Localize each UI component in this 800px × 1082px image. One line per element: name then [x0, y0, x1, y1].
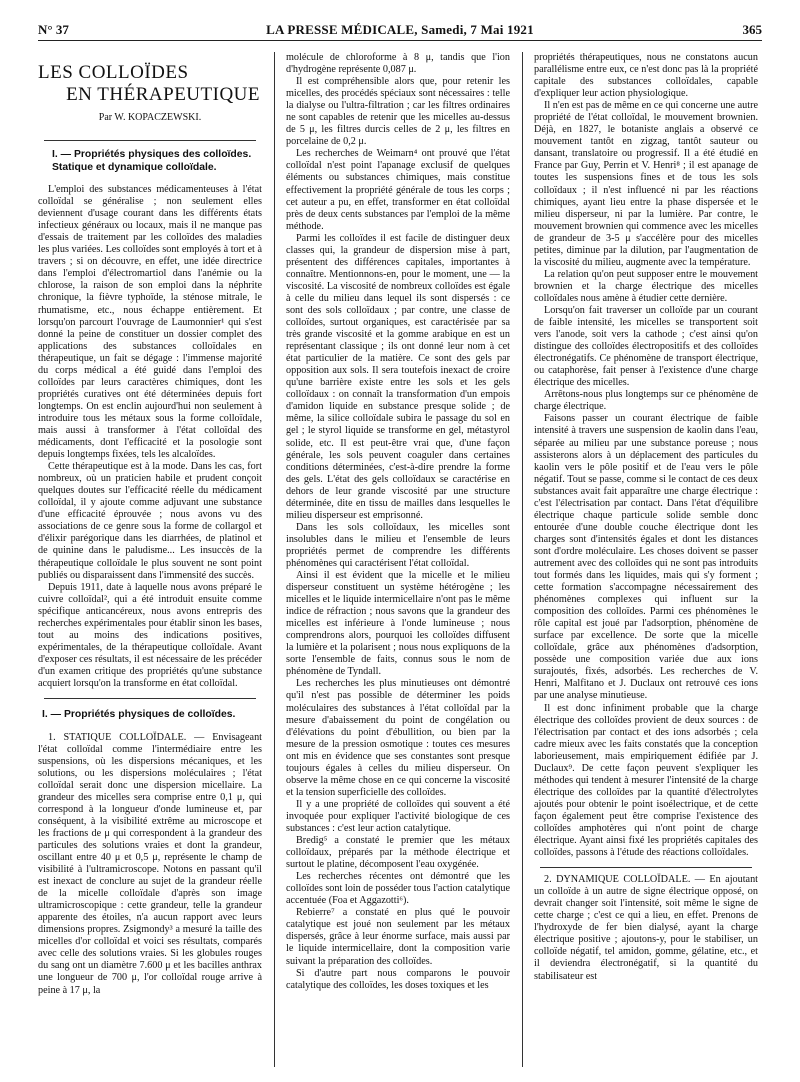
issue-number: N° 37	[38, 22, 69, 37]
paragraph: Il n'en est pas de même en ce qui concerne une autre propriété de l'état colloïdal, le mouvement brownien. Déjà, en 1827, le botaniste anglais a observé ce mouvement tantôt en zigzag, tantôt sauteur ou dansant, translatoire ou progressif. Il a été étudié en France par Guy, Perrin et V. Henri⁸ ; il est apanage de toutes les suspensions fines et de tous les sols colloïdaux ; il n'est influencé ni par les réactions chimiques, ayant lieu entre la phase dispersée et le milieu disperseur, ni par la lumière. Par contre, le mouvement brownien qui commence avec les micelles de grandeur de 3-5 μ s'accélère pour des micelles petites, diminue par la dilution, par l'augmentation de la viscosité du milieu, augmente avec la température.	[534, 100, 758, 268]
column-2	[286, 52, 510, 992]
paragraph: Cette thérapeutique est à la mode. Dans les cas, fort nombreux, où un praticien habile et prudent conçoit quelques doutes sur l'efficacité réelle du médicament colloïdal, il y ajoute comme adjuvant une substance d'une efficacité éprouvée ; nous avons vu des associations de ce genre sous la forme de collargol et d'élixir parégorique dans les diarrhées, de platinol et de quinine dans le paludisme... Les insuccès de la thérapeutique colloïdale le plus souvent ne sont point publiés ou disparaissent dans l'immensité des succès.	[38, 461, 262, 581]
paragraph: Bredig⁵ a constaté le premier que les métaux colloïdaux, préparés par la méthode électrique et surtout le platine, décomposent l'eau oxygénée.	[286, 835, 510, 871]
column-3	[534, 52, 758, 983]
paragraph: Parmi les colloïdes il est facile de distinguer deux classes qui, la grandeur de dispersion mise à part, présentent des différences capitales, importantes à connaître. Mentionnons-en, pour le moment, une — la viscosité. La viscosité de nombreux colloïdes est égale à celle du milieu dans lequel ils sont dispersés : ce sont des sols colloïdaux ; par contre, une classe de colloïdes, surtout organiques, est caractérisée par sa très grande viscosité et la gomme arabique en est un représentant classique ; ils ont donné leur nom à cet état particulier de la matière. Ce sont des gels par opposition aux sols. Il sera toutefois inexact de croire qu'une barrière existe entre les sols et les gels colloïdaux : on connaît la transformation d'un empois d'amidon liquide en substance presque solide ; de même, la silice colloïdale subira le passage du sol en gel ; le styrol liquide se transforme en gel, métastyrol solide, etc. Il est peut-être vrai que, d'une façon générale, les sols peuvent coaguler dans certaines conditions déterminées, c'est-à-dire prendre la forme des gels. L'état des gels colloïdaux se caractérise en dehors de leur grande viscosité par une structure déterminée, dite en tissu de mailles dans lesquelles le milieu disperseur est emprisonné.	[286, 232, 510, 521]
paragraph: 2. DYNAMIQUE COLLOÏDALE. — En ajoutant un colloïde à un autre de signe électrique opposé, on devrait changer soit l'intensité, soit même le signe de cette charge ; c'est ce qui a lieu, en effet. Prenons de l'hydroxyde de fer bien dialysé, ayant la charge électrique positive ; ajoutons-y, pour le stabiliser, un colloïde négatif, tel amidon, gomme, gélatine, etc., et il deviendra électronégatif, si la quantité du stabilisateur est	[534, 874, 758, 982]
page-number: 365	[742, 22, 762, 37]
paragraph: L'emploi des substances médicamenteuses à l'état colloïdal se généralise ; non seulement elles deviennent d'usage courant dans les différents états infectieux généraux ou locaux, mais il ne manque pas d'essais de traitement par les colloïdes des maladies les plus variées. Les colloïdes sont employés à tort et à travers ; si on découvre, en effet, une idée directrice dans l'emploi d'électromartiol dans l'anémie ou la chlorose, la raison de son emploi dans la néphrite chronique, la fièvre typhoïde, la sténose mitrale, le rhumatisme, etc., nous échappe entièrement. Et lorsqu'on parcourt l'ouvrage de Laumonnier¹ qui s'est donné la peine de constituer un dossier complet des applications des substances colloïdales en thérapeutique, un fait se dégage : l'immense majorité du corps médical a été guidé dans l'emploi des colloïdes par leurs caractères chimiques, dont les propriétés curatives ont été déterminées depuis fort longtemps. On est enclin aujourd'hui non seulement à introduire tous les métaux sous la forme colloïdale, mais aussi à transformer à l'état colloïdal des médicaments, dont l'efficacité et la posologie sont depuis longtemps fixées, tels les alcaloïdes.	[38, 184, 262, 461]
section-divider	[44, 698, 256, 699]
paragraph: molécule de chloroforme à 8 μ, tandis que l'ion d'hydrogène représente 0,087 μ.	[286, 52, 510, 76]
column-1	[38, 52, 262, 997]
paragraph: Les recherches les plus minutieuses ont démontré qu'il n'est pas possible de déterminer les poids moléculaires des substances à l'état colloïdal par la mesure d'abaissement du point de congélation ou d'élévations du point d'ébullition, ou bien par la mesure de la pression osmotique : toutes ces mesures ont mis en évidence que ses constantes sont presque toujours égales à celles du milieu disperseur. On observe la même chose en ce qui concerne la viscosité et la tension superficielle des colloïdes.	[286, 678, 510, 798]
paragraph: 1. STATIQUE COLLOÏDALE. — Envisageant l'état colloïdal comme l'intermédiaire entre les suspensions, où les dispersions mécaniques, et les solutions, ou les dispersions moléculaires ; l'état colloïdal serait donc une dispersion micellaire. La grandeur des micelles sera comprise entre 0,1 μ, qui correspond à la longueur d'onde lumineuse et, par conséquent, à la visibilité extrême au microscope et les fractions de μ qui correspondent à la grandeur des particules des solutions vraies et dont la grandeur, oscillant entre 40 μ et 0,5 μ, représente le champ de visibilité à l'ultramicroscope. Notons en passant qu'il est inexact de conclure au sujet de la grandeur réelle de la micelle colloïdale d'après son image ultramicroscopique : cette grandeur, telle la grandeur apparente des étoiles, n'a aucun rapport avec leurs dimensions propres. Zsigmondy³ a mesuré la taille des micelles d'or colloïdal et voici ses résultats, comparés avec celle des solutions vraies. Si les globules rouges du sang ont un diamètre 7.600 μ et les bacilles anthrax une longueur de 700 μ, l'or colloïdal rouge arrive à peine à 17 μ, la	[38, 731, 262, 996]
title-divider	[44, 140, 256, 141]
paragraph: La relation qu'on peut supposer entre le mouvement brownien et la charge électrique des micelles colloïdales nous amène à étudier cette dernière.	[534, 268, 758, 304]
paragraph: Dans les sols colloïdaux, les micelles sont insolubles dans le milieu et l'ensemble de leurs propriétés permet de comprendre les différents phénomènes qui caractérisent l'état colloïdal.	[286, 521, 510, 569]
paragraph: Ainsi il est évident que la micelle et le milieu disperseur constituent un système hétérogène ; les micelles et le liquide intermicellaire n'ont pas le même indice de réfraction ; nous savons que la grandeur des micelles est inférieure à l'onde lumineuse ; nous comprendrons alors, pourquoi les colloïdes diffusent la lumière et la polarisent ; nous nous expliquons de la sorte l'ensemble de faits, connus sous le nom de phénomène de Tyndall.	[286, 570, 510, 678]
paragraph: Lorsqu'on fait traverser un colloïde par un courant de faible intensité, les micelles se transportent soit vers l'anode, soit vers la cathode ; c'est ainsi qu'on distingue des colloïdes électropositifs et des colloïdes électronégatifs. Ce phénomène de transport électrique, ou cataphorèse, fait penser à l'existence d'une charge électrique des micelles.	[534, 304, 758, 389]
article-toc: I. — Propriétés physiques des colloïdes. Statique et dynamique colloïdale.	[52, 149, 252, 173]
page-header	[38, 22, 762, 41]
journal-title: LA PRESSE MÉDICALE, Samedi, 7 Mai 1921	[266, 22, 534, 37]
paragraph: Les recherches de Weimarn⁴ ont prouvé que l'état colloïdal n'est point l'apanage exclusif de quelques éléments ou substances chimiques, mais constitue effectivement la propriété générale de tous les corps ; cet auteur a pu, en effet, transformer en état colloïdal près de deux cents substances par l'emploi de la même méthode.	[286, 148, 510, 232]
article-title-line1: LES COLLOÏDES	[38, 62, 189, 83]
column-rule-1	[274, 52, 275, 1067]
article-author: Par W. KOPACZEWSKI.	[98, 112, 202, 123]
paragraph: Si d'autre part nous comparons le pouvoir catalytique des colloïdes, les doses toxiques et les	[286, 967, 510, 991]
paragraph: Rebierre⁷ a constaté en plus qué le pouvoir catalytique est joué non seulement par les métaux dispersés, grâce à leur énorme surface, mais aussi par le liquide intermicellaire, dont la composition varie suivant la préparation des colloïdes.	[286, 907, 510, 967]
paragraph: Les recherches récentes ont démontré que les colloïdes sont loin de posséder tous l'action catalytique accentuée (Foa et Aggazotti⁶).	[286, 871, 510, 907]
paragraph: Arrêtons-nous plus longtemps sur ce phénomène de charge électrique.	[534, 389, 758, 413]
paragraph: Il est compréhensible alors que, pour retenir les micelles, des procédés spéciaux sont nécessaires : telle la dialyse ou l'ultra-filtration ; car les filtres ordinaires ne sont capables de retenir que les micelles au-dessus de 5 μ, les filtres durcis celles de 2 μ, les filtres en porcelaine de 0,2 μ.	[286, 76, 510, 148]
paragraph: propriétés thérapeutiques, nous ne constatons aucun parallélisme entre eux, ce n'est donc pas là la propriété capitale des substances colloïdales, capable d'expliquer leur action physiologique.	[534, 52, 758, 100]
paragraph: Faisons passer un courant électrique de faible intensité à travers une suspension de kaolin dans l'eau, séparée au milieu par une substance poreuse ; nous assisterons alors à un déplacement des particules du kaolin vers le pôle positif et de l'eau vers le pôle négatif. Tout se passe, comme si le contact de ces deux substances avait fait apparaître une charge électrique : c'est l'électrisation par contact. Dans l'état d'équilibre électrique chaque particule solide semble donc entourée d'une double couche électrique dont les charges sont d'intensités égales et dont les distances sont d'ordre moléculaire. Les choses doivent se passer autrement avec des colloïdes qui ne sont pas introduits tout formés dans les liquides, mais qui s'y forment ; cette formation s'accompagne nécessairement des phénomènes complexes qui influent sur la composition des colloïdes. Parmi ces phénomènes le rôle capital est joué par l'adsorption, phénomène de surface par excellence. De sorte que la micelle colloïdale, grâce aux phénomènes d'adsorption, possède une composition variée due aux ions surajoutés, fixés, adsorbés. Les recherches de V. Henri, Malfitano et J. Duclaux ont retrouvé ces ions par une analyse minutieuse.	[534, 413, 758, 702]
section-heading: I. — Propriétés physiques de colloïdes.	[42, 709, 236, 721]
paragraph: Depuis 1911, date à laquelle nous avons préparé le cuivre colloïdal², qui a été introduit ensuite comme spécifique anticancéreux, nous avons entrepris des recherches expérimentales pour établir sinon les bases, tout au moins des indications positives, expérimentales, de la thérapeutique colloïdale. Avant d'exposer ces résultats, il est nécessaire de les précéder d'un examen critique des propriétés qu'une substance acquiert lorsqu'on la transforme en état colloïdal.	[38, 581, 262, 689]
paragraph: Il est donc infiniment probable que la charge électrique des colloïdes provient de deux sources : de l'électrisation par contact et des ions adsorbés ; cela cadre mieux avec les faits constatés que la conception laborieusement, mais empiriquement édifiée par J. Duclaux⁹. De cette façon peuvent s'expliquer les méthodes qui tendent à mesurer l'intensité de la charge électrique des colloïdes par la quantité d'électrolytes ajoutés pour obtenir le point isoélectrique, et de cette façon également peut être comprise l'existence des colloïdes amphotères qui n'ont point de charge électrique. Ayant ainsi fixé les propriétés capitales des colloïdes, passons à l'étude des réactions colloïdales.	[534, 702, 758, 859]
section-divider	[540, 867, 752, 868]
paragraph: Il y a une propriété de colloïdes qui souvent a été invoquée pour expliquer l'activité biologique de ces substances : c'est leur action catalytique.	[286, 798, 510, 834]
column-rule-2	[522, 52, 523, 1067]
article-title-line2: EN THÉRAPEUTIQUE	[66, 84, 260, 105]
